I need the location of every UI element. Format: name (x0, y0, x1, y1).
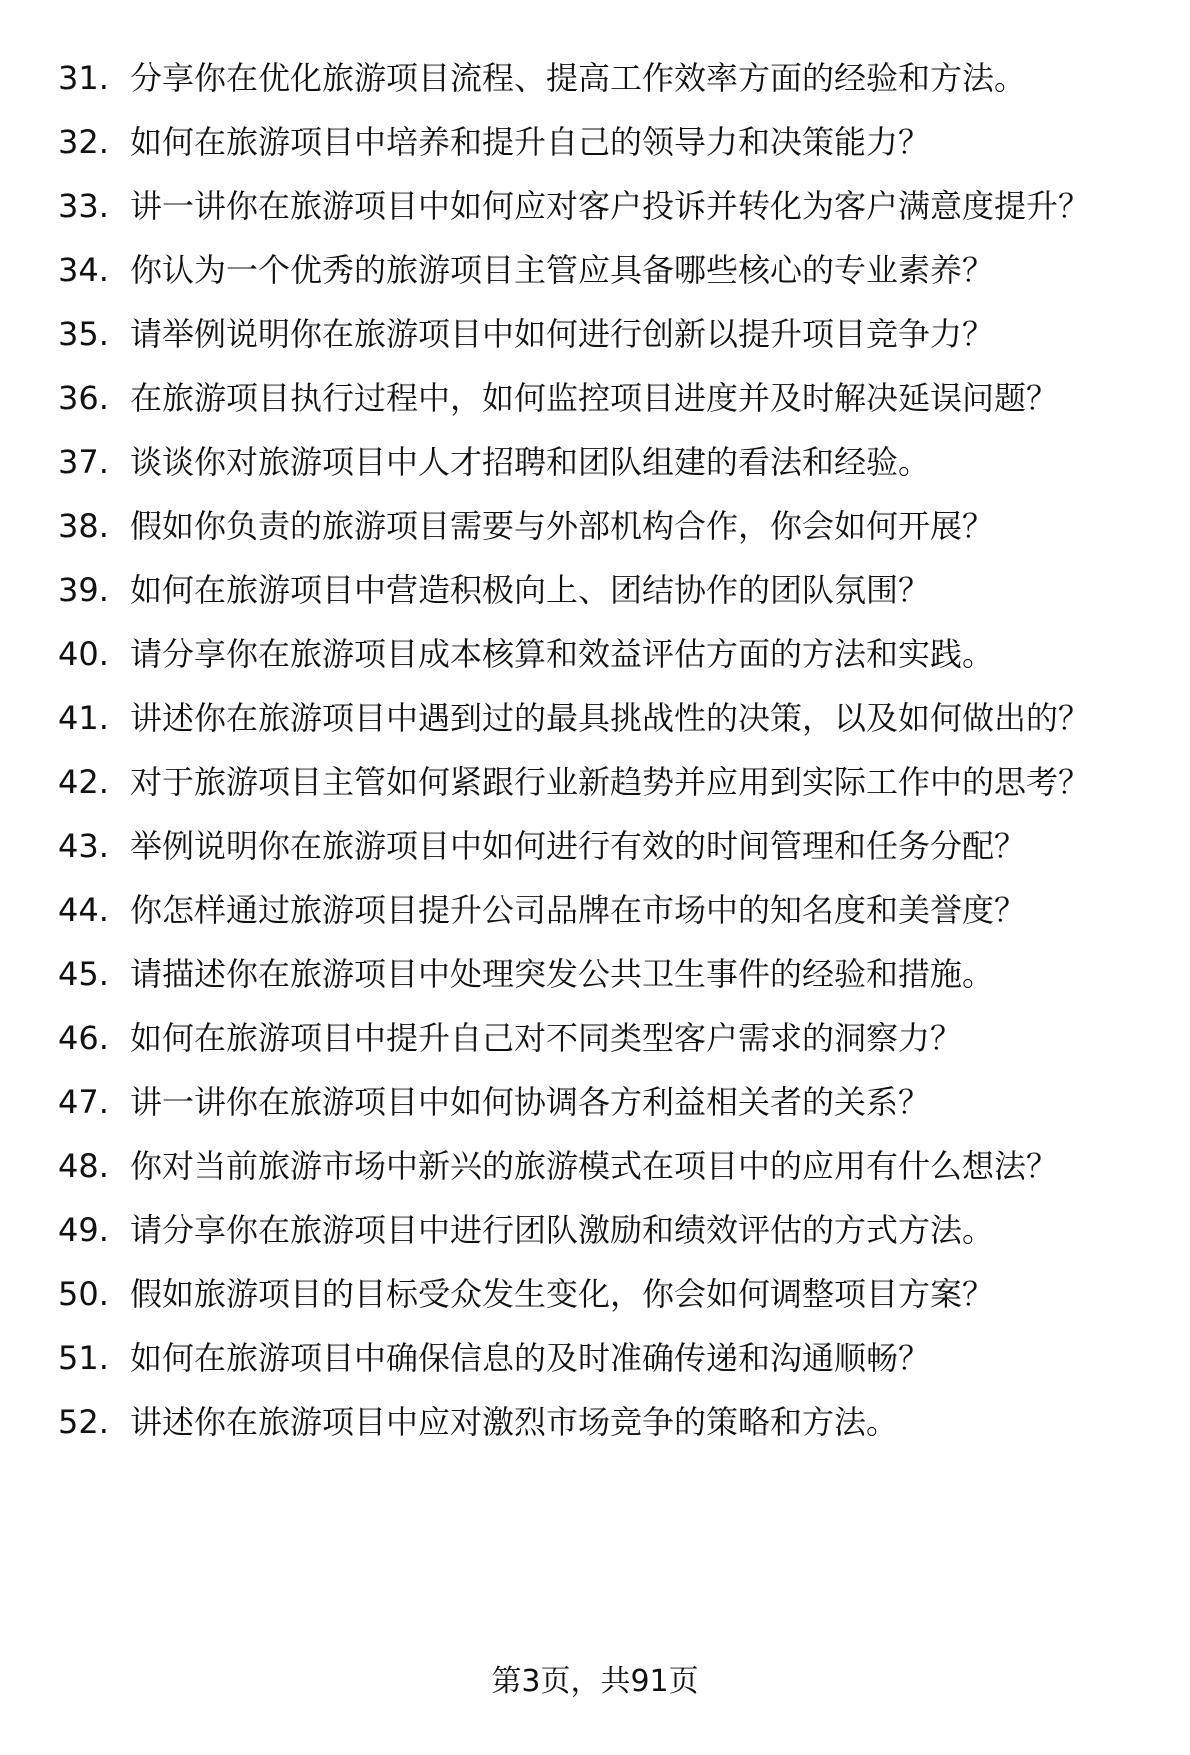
question-item (0, 312, 1190, 356)
question-number: 50. (58, 1275, 109, 1313)
question-item (0, 248, 1190, 292)
question-text: 你认为一个优秀的旅游项目主管应具备哪些核心的专业素养？ (130, 251, 995, 289)
question-number: 42. (58, 763, 109, 801)
question-number: 46. (58, 1019, 109, 1057)
question-number: 47. (58, 1083, 109, 1121)
question-text: 举例说明你在旅游项目中如何进行有效的时间管理和任务分配？ (130, 827, 1027, 865)
question-number: 37. (58, 443, 109, 481)
question-text: 讲述你在旅游项目中遇到过的最具挑战性的决策，以及如何做出的？ (130, 699, 1091, 737)
question-text: 对于旅游项目主管如何紧跟行业新趋势并应用到实际工作中的思考？ (130, 763, 1091, 801)
question-text: 在旅游项目执行过程中，如何监控项目进度并及时解决延误问题？ (130, 379, 1059, 417)
question-text: 讲一讲你在旅游项目中如何应对客户投诉并转化为客户满意度提升？ (130, 187, 1091, 225)
question-item (0, 952, 1190, 996)
question-list (0, 56, 1190, 1464)
question-item (0, 56, 1190, 100)
question-number: 44. (58, 891, 109, 929)
question-number: 40. (58, 635, 109, 673)
question-number: 52. (58, 1403, 109, 1441)
question-item (0, 632, 1190, 676)
question-number: 32. (58, 123, 109, 161)
question-number: 38. (58, 507, 109, 545)
question-number: 31. (58, 59, 109, 97)
question-item (0, 120, 1190, 164)
question-item (0, 1272, 1190, 1316)
question-item (0, 184, 1190, 228)
question-item (0, 1208, 1190, 1252)
question-text: 如何在旅游项目中确保信息的及时准确传递和沟通顺畅？ (130, 1339, 931, 1377)
question-item (0, 1016, 1190, 1060)
question-text: 请举例说明你在旅游项目中如何进行创新以提升项目竞争力？ (130, 315, 995, 353)
question-item (0, 376, 1190, 420)
question-number: 49. (58, 1211, 109, 1249)
question-item (0, 760, 1190, 804)
question-item (0, 696, 1190, 740)
question-number: 43. (58, 827, 109, 865)
question-number: 48. (58, 1147, 109, 1185)
question-text: 你对当前旅游市场中新兴的旅游模式在项目中的应用有什么想法？ (130, 1147, 1059, 1185)
question-text: 请分享你在旅游项目成本核算和效益评估方面的方法和实践。 (130, 635, 995, 673)
question-text: 假如旅游项目的目标受众发生变化，你会如何调整项目方案？ (130, 1275, 995, 1313)
question-text: 你怎样通过旅游项目提升公司品牌在市场中的知名度和美誉度？ (130, 891, 1027, 929)
question-text: 请描述你在旅游项目中处理突发公共卫生事件的经验和措施。 (130, 955, 995, 993)
question-text: 谈谈你对旅游项目中人才招聘和团队组建的看法和经验。 (130, 443, 931, 481)
question-item (0, 504, 1190, 548)
question-text: 分享你在优化旅游项目流程、提高工作效率方面的经验和方法。 (130, 59, 1027, 97)
question-text: 如何在旅游项目中营造积极向上、团结协作的团队氛围？ (130, 571, 931, 609)
question-item (0, 1400, 1190, 1444)
question-number: 51. (58, 1339, 109, 1377)
question-item (0, 568, 1190, 612)
question-number: 45. (58, 955, 109, 993)
question-item (0, 440, 1190, 484)
question-item (0, 888, 1190, 932)
question-text: 讲一讲你在旅游项目中如何协调各方利益相关者的关系？ (130, 1083, 931, 1121)
question-number: 35. (58, 315, 109, 353)
question-number: 33. (58, 187, 109, 225)
question-text: 讲述你在旅游项目中应对激烈市场竞争的策略和方法。 (130, 1403, 899, 1441)
question-text: 如何在旅游项目中提升自己对不同类型客户需求的洞察力？ (130, 1019, 963, 1057)
question-item (0, 824, 1190, 868)
question-number: 41. (58, 699, 109, 737)
question-number: 34. (58, 251, 109, 289)
question-item (0, 1144, 1190, 1188)
question-text: 如何在旅游项目中培养和提升自己的领导力和决策能力？ (130, 123, 931, 161)
page-number: 第3页，共91页 (491, 1664, 699, 1699)
question-text: 假如你负责的旅游项目需要与外部机构合作，你会如何开展？ (130, 507, 995, 545)
question-item (0, 1336, 1190, 1380)
question-number: 36. (58, 379, 109, 417)
question-item (0, 1080, 1190, 1124)
question-number: 39. (58, 571, 109, 609)
question-text: 请分享你在旅游项目中进行团队激励和绩效评估的方式方法。 (130, 1211, 995, 1249)
